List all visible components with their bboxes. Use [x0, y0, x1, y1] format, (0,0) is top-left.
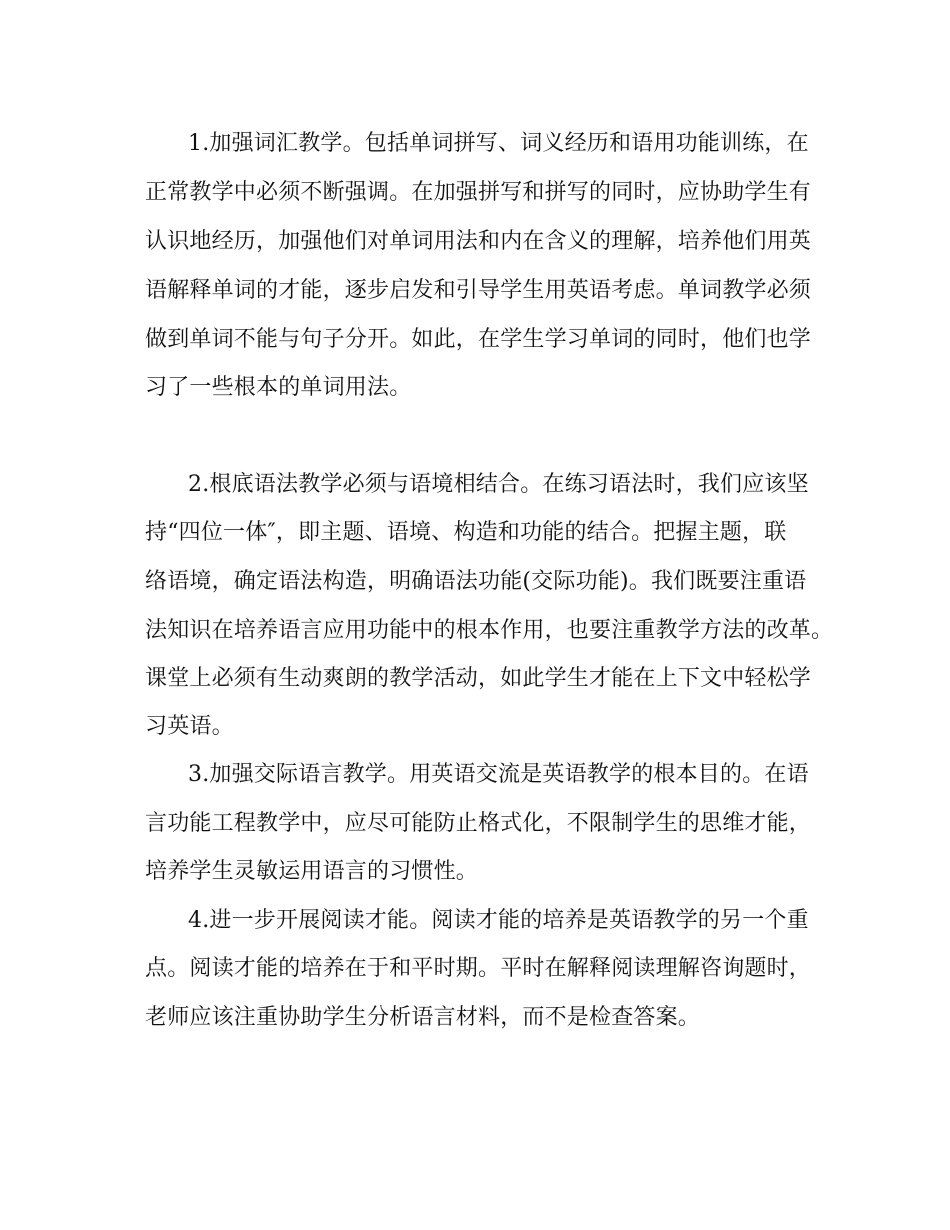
paragraph-1-line-5: 做到单词不能与句子分开。如此，在学生学习单词的同时，他们也学: [145, 327, 812, 352]
paragraph-2-line-5: 课堂上必须有生动爽朗的教学活动，如此学生才能在上下文中轻松学: [145, 666, 812, 691]
paragraph-3-line-1: 3.加强交际语言教学。用英语交流是英语教学的根本目的。在语: [188, 762, 809, 787]
paragraph-1-line-6: 习了一些根本的单词用法。: [145, 375, 412, 400]
paragraph-2-line-1: 2.根底语法教学必须与语境相结合。在练习语法时，我们应该坚: [188, 472, 809, 497]
paragraph-4-line-2: 点。阅读才能的培养在于和平时期。平时在解释阅读理解咨询题时，: [145, 956, 812, 981]
paragraph-4-line-3: 老师应该注重协助学生分析语言材料，而不是检查答案。: [145, 1005, 701, 1030]
paragraph-2-line-2: 持“四位一体″，即主题、语境、构造和功能的结合。把握主题，联: [145, 520, 787, 545]
paragraph-1-line-3: 认识地经历，加强他们对单词用法和内在含义的理解，培养他们用英: [145, 229, 812, 254]
paragraph-3-line-2: 言功能工程教学中，应尽可能防止格式化，不限制学生的思维才能，: [145, 811, 812, 836]
paragraph-1-line-1: 1.加强词汇教学。包括单词拼写、词义经历和语用功能训练，在: [188, 131, 809, 156]
paragraph-1-line-2: 正常教学中必须不断强调。在加强拼写和拼写的同时，应协助学生有: [145, 180, 812, 205]
paragraph-2-line-4: 法知识在培养语言应用功能中的根本作用，也要注重教学方法的改革。: [145, 618, 834, 643]
paragraph-1-line-4: 语解释单词的才能，逐步启发和引导学生用英语考虑。单词教学必须: [145, 278, 812, 303]
paragraph-4-line-1: 4.进一步开展阅读才能。阅读才能的培养是英语教学的另一个重: [188, 908, 809, 933]
paragraph-3-line-3: 培养学生灵敏运用语言的习惯性。: [145, 859, 479, 884]
paragraph-2-line-3: 络语境，确定语法构造，明确语法功能(交际功能)。我们既要注重语: [145, 569, 807, 594]
paragraph-2-line-6: 习英语。: [145, 714, 234, 739]
